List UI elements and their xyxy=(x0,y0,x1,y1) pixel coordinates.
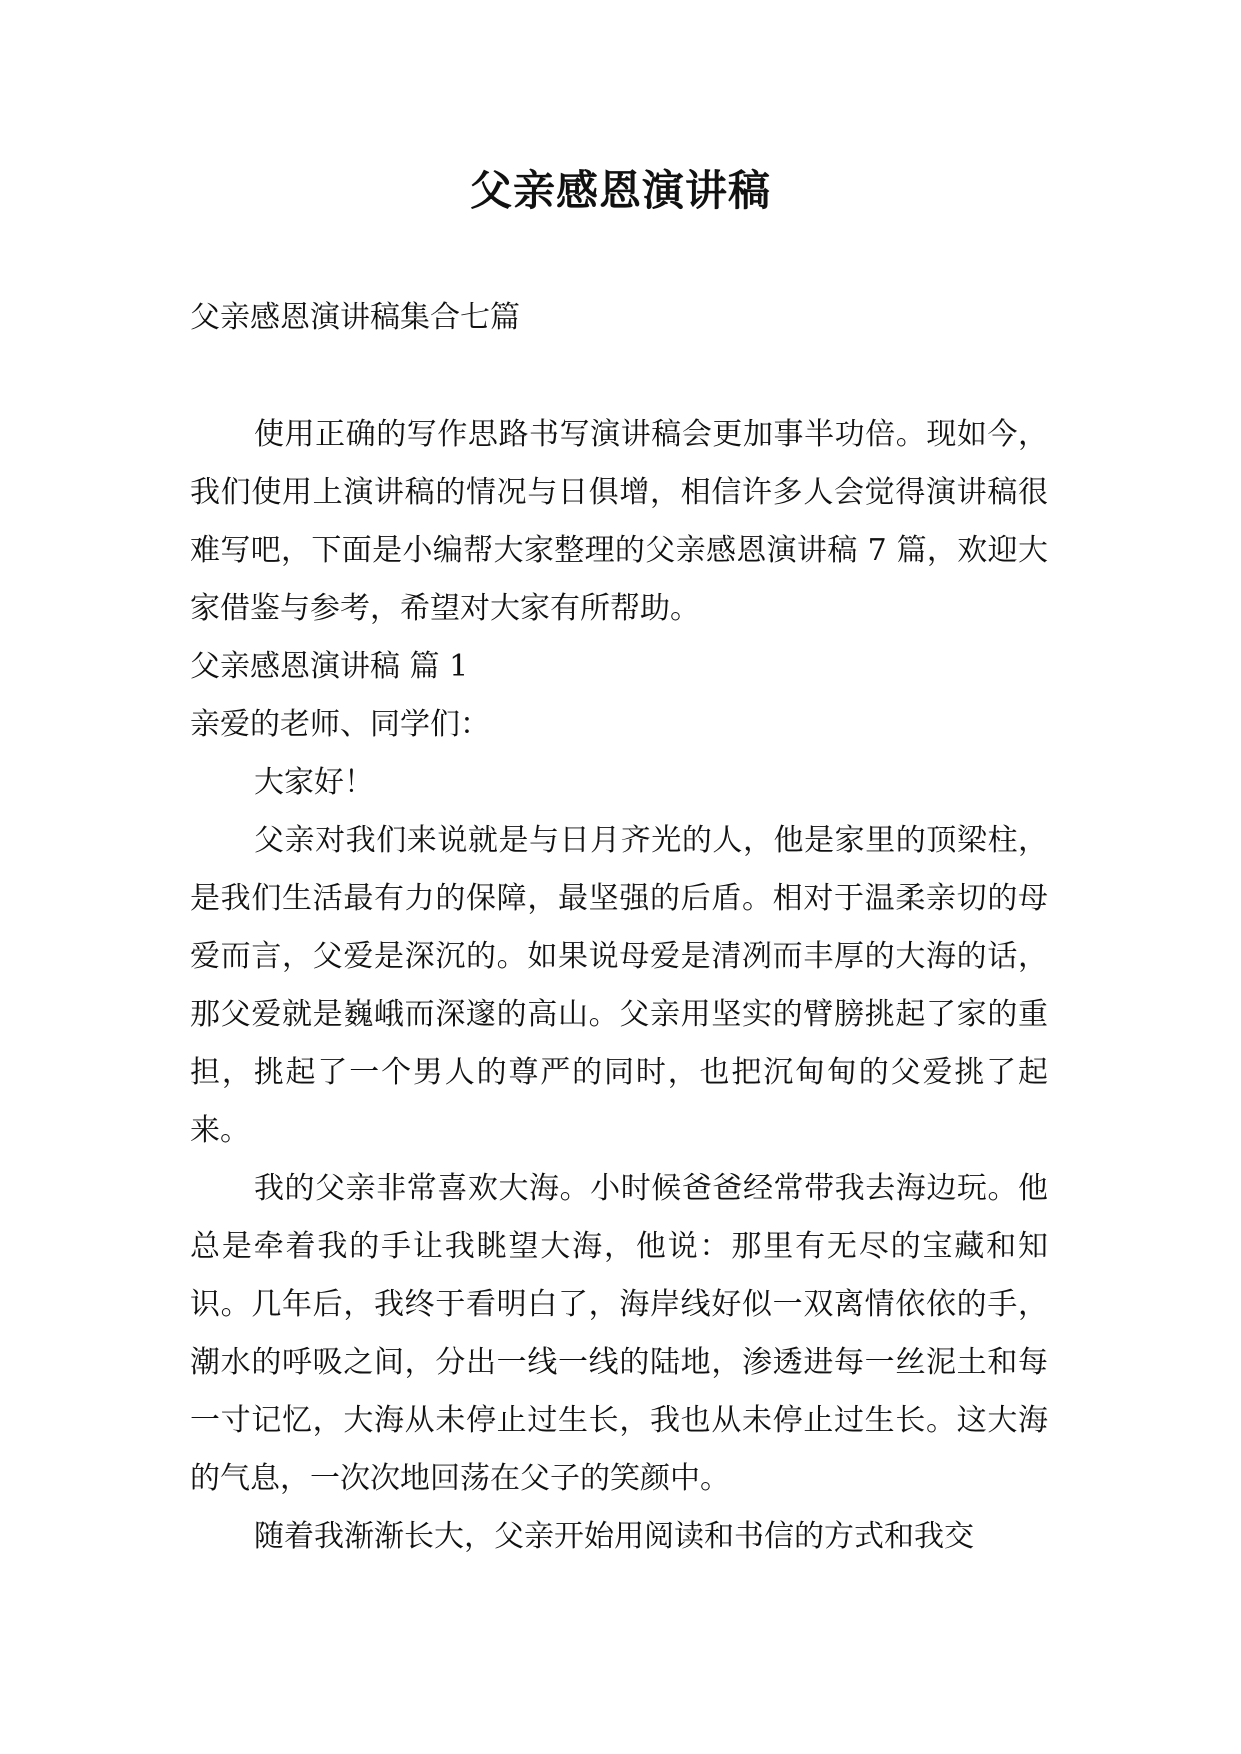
body-paragraph: 我的父亲非常喜欢大海。小时候爸爸经常带我去海边玩。他总是牵着我的手让我眺望大海，他说：那里有无尽的宝藏和知识。几年后，我终于看明白了，海岸线好似一双离情依依的手，潮水的呼吸之间，分出一线一线的陆地，渗透进每一丝泥土和每一寸记忆，大海从未停止过生长，我也从未停止过生长。这大海的气息，一次次地回荡在父子的笑颜中。 xyxy=(190,1171,1048,1496)
document-body xyxy=(190,406,1048,1566)
section-heading: 父亲感恩演讲稿 篇 1 xyxy=(190,649,469,684)
greeting: 大家好！ xyxy=(254,765,374,800)
salutation: 亲爱的老师、同学们： xyxy=(190,707,490,742)
intro-paragraph: 使用正确的写作思路书写演讲稿会更加事半功倍。现如今，我们使用上演讲稿的情况与日俱增，相信许多人会觉得演讲稿很难写吧，下面是小编帮大家整理的父亲感恩演讲稿 7 篇，欢迎大家借鉴与参考，希望对大家有所帮助。 xyxy=(190,417,1048,626)
body-paragraph: 父亲对我们来说就是与日月齐光的人，他是家里的顶梁柱，是我们生活最有力的保障，最坚强的后盾。相对于温柔亲切的母爱而言，父爱是深沉的。如果说母爱是清冽而丰厚的大海的话，那父爱就是巍峨而深邃的高山。父亲用坚实的臂膀挑起了家的重担，挑起了一个男人的尊严的同时，也把沉甸甸的父爱挑了起来。 xyxy=(190,823,1048,1148)
document-title: 父亲感恩演讲稿 xyxy=(469,166,771,215)
document-subtitle: 父亲感恩演讲稿集合七篇 xyxy=(190,300,520,335)
body-paragraph: 随着我渐渐长大，父亲开始用阅读和书信的方式和我交 xyxy=(254,1519,974,1554)
